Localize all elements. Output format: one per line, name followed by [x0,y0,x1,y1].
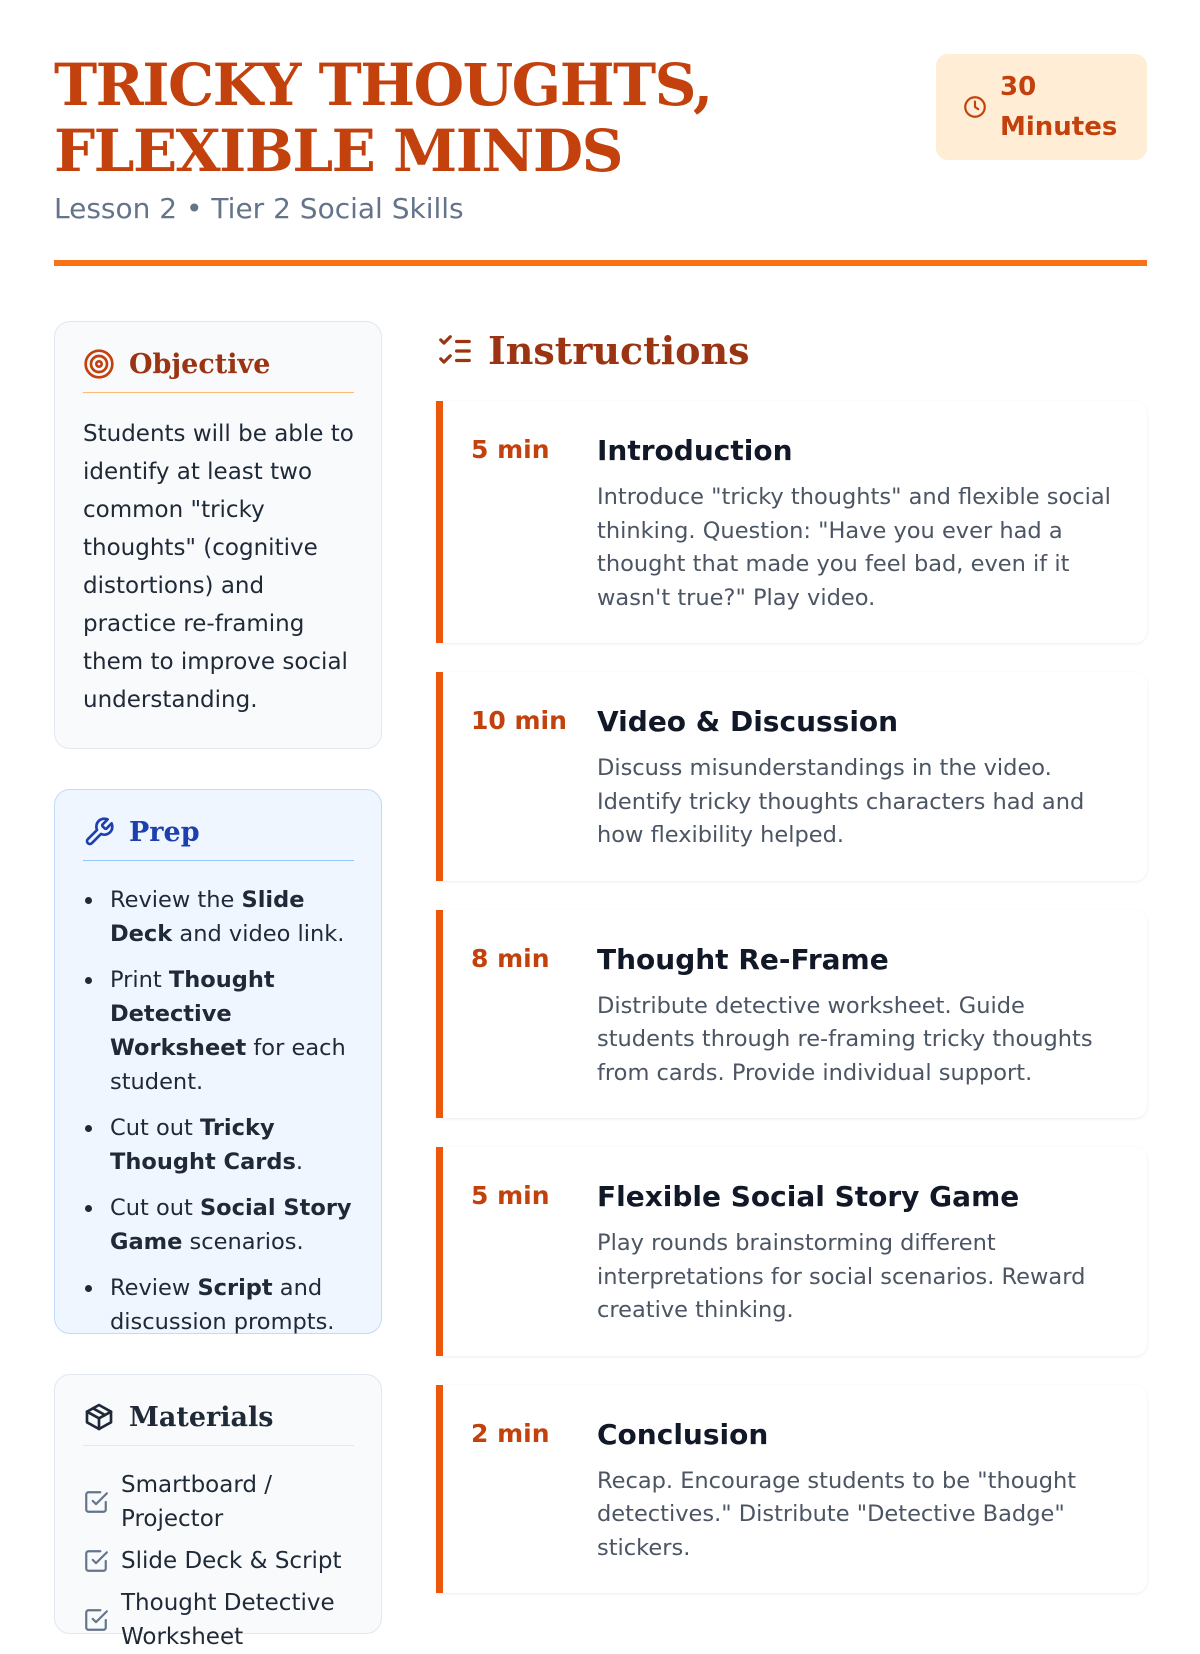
step-description: Distribute detective worksheet. Guide students through re-framing tricky thoughts from cards. Provide individual support. [597,992,1093,1086]
step-time: 2 min [471,1418,550,1448]
step-time: 5 min [471,435,550,464]
step-time: 10 min [471,706,567,735]
list-item: Smartboard / Projector [83,1468,354,1536]
step-title: Video & Discussion [597,705,899,738]
step-description: Discuss misunderstandings in the video. Identify tricky thoughts characters had and how flexibility helped. [597,755,1085,848]
step-title: Conclusion [597,1417,769,1451]
instructions-title: Instructions [488,328,750,373]
materials-title: Materials [129,1401,274,1433]
materials-header [83,1401,354,1446]
objective-title: Objective [129,348,271,380]
checkbox-icon [83,1489,109,1515]
duration-badge [936,54,1147,160]
lesson-subtitle: Lesson 2 • Tier 2 Social Skills [54,192,464,225]
step-card [436,401,1147,643]
list-item: Slide Deck & Script [83,1544,354,1578]
step-card [436,910,1147,1119]
list-item: Review the Slide Deck and video link. [83,883,354,951]
target-icon [83,348,115,380]
step-description: Play rounds brainstorming different interpretations for social scenarios. Reward creative thinking. [597,1230,1086,1323]
page-title: TRICKY THOUGHTS, FLEXIBLE MINDS [54,51,712,185]
objective-header [83,348,354,393]
instructions-header [436,328,750,373]
checkbox-icon [83,1607,109,1633]
prep-title: Prep [129,816,200,848]
package-icon [83,1401,115,1433]
objective-card [54,321,382,749]
step-time: 5 min [471,1181,550,1210]
list-item: Cut out Tricky Thought Cards. [83,1111,354,1179]
step-card [436,672,1147,881]
materials-card [54,1374,382,1650]
step-card [436,1385,1147,1594]
checkbox-icon [83,1548,109,1574]
list-item: Thought Detective Worksheet [83,1586,354,1654]
step-title: Flexible Social Story Game [597,1180,1020,1213]
list-item: Review Script and discussion prompts. [83,1271,354,1339]
instruction-steps [436,401,1147,1622]
header-divider [54,260,1147,266]
checklist-icon [436,332,474,370]
step-card [436,1147,1147,1356]
objective-text: Students will be able to identify at least two common "tricky thoughts" (cognitive distortions) and practice re-framing them to improve social understanding. [83,421,354,713]
step-time: 8 min [471,943,550,973]
prep-card [54,789,382,1334]
step-description: Recap. Encourage students to be "thought detectives." Distribute "Detective Badge" stickers. [597,1467,1077,1561]
step-title: Thought Re-Frame [597,942,889,976]
list-item: Cut out Social Story Game scenarios. [83,1191,354,1259]
duration-text: 30 Minutes [1000,72,1118,142]
prep-list [83,883,354,1339]
prep-header [83,816,354,861]
step-description: Introduce "tricky thoughts" and flexible social thinking. Question: "Have you ever had a thought that made you feel bad, even if it wasn't true?" Play video. [597,484,1111,611]
step-title: Introduction [597,434,793,467]
clock-icon [962,94,988,120]
wrench-icon [83,816,115,848]
lesson-header [54,52,1147,225]
list-item: Print Thought Detective Worksheet for each student. [83,963,354,1099]
materials-list [83,1468,354,1654]
